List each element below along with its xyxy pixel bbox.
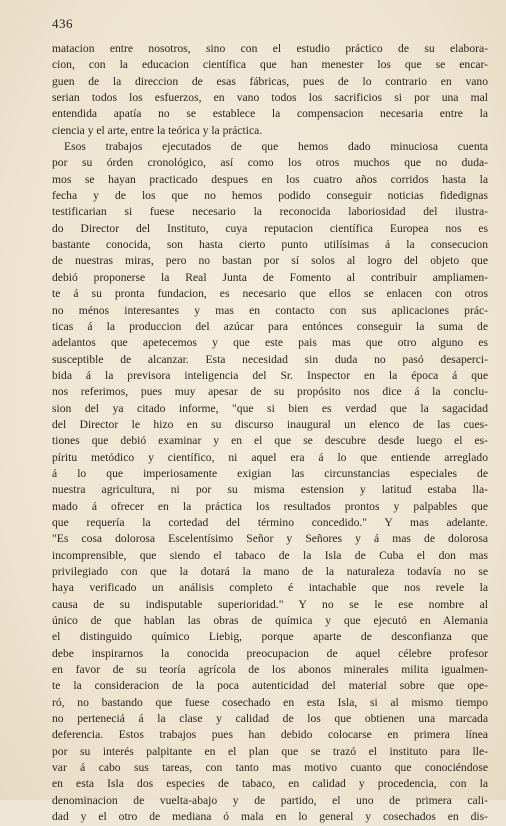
body-text: [52, 41, 488, 826]
text-line: bida á la previsora inteligencia del Sr. Inspector en la época á que: [52, 368, 488, 382]
text-line: cion, con la educacion científica que han menester los que se encar-: [52, 58, 488, 72]
text-line: que requería la cortedad del término concedido." Y mas adelante.: [52, 515, 488, 529]
text-line: en esta Isla dos especies de tabaco, en calidad y procedencia, con la: [52, 777, 488, 791]
text-line: del Director le hizo en su discurso inaugural un elenco de las cues-: [52, 417, 488, 431]
text-line: debió proponerse la Real Junta de Fomento al contribuir ampliamen-: [52, 270, 488, 284]
text-line: privilegiado con que la dotará la mano de la naturaleza todavía no se: [52, 565, 488, 578]
text-line: fecha y de los que no hemos podido conseguir noticias fidedignas: [52, 189, 488, 203]
text-line: sion del ya citado informe, "que si bien es verdad que la sagacidad: [52, 401, 488, 415]
text-line: susceptible de alcanzar. Esta necesidad sin duda no pasó desaperci-: [52, 352, 488, 366]
text-line: no ménos interesantes y mas en contacto con sus aplicaciones prác-: [52, 303, 488, 317]
text-line: serian todos los esfuerzos, en vano todos los sacrificios si por una mal: [52, 91, 488, 105]
text-line: tiones que debió examinar y en el que se descubre desde luego el es-: [52, 434, 488, 448]
text-line: ró, no bastando que fuese cosechado en esta Isla, si al mismo tiempo: [52, 695, 488, 709]
text-line: mado á ofrecer en la práctica los resultados prontos y palpables que: [52, 499, 488, 513]
text-line: Esos trabajos ejecutados de que hemos dado minuciosa cuenta: [64, 140, 488, 154]
text-line: causa de su indisputable superioridad." Y no se le ese nombre al: [52, 597, 488, 611]
text-line: matacion entre nosotros, sino con el estudio práctico de su elabora-: [52, 42, 488, 55]
text-line: único de que hablan las obras de química y que ejecutó en Alemania: [52, 614, 488, 628]
text-line: deferencia. Estos trabajos pues han debido colocarse en primera línea: [52, 728, 488, 742]
text-line: incomprensible, que siendo el tabaco de la Isla de Cuba el don mas: [52, 548, 488, 562]
text-line: guen de la direccion de esas fábricas, pues de lo contrario en vano: [52, 74, 488, 88]
text-line: á lo que imperiosamente exigian las circunstancias especiales de: [52, 466, 488, 480]
text-line: bastante conocida, son hasta cierto punto utilísimas á la consecucion: [52, 238, 488, 252]
text-line: te á su pronta fundacion, es necesario que ellos se enlacen con otros: [52, 287, 488, 301]
text-line: "Es cosa dolorosa Escelentísimo Señor y Señores y á mas de dolorosa: [52, 532, 488, 546]
text-line: nos referimos, pues muy apesar de su propósito nos dice á la conclu-: [52, 385, 488, 399]
text-line: debe inspirarnos la conocida preocupacion de aquel célebre profesor: [52, 646, 488, 660]
text-line: el distinguido químico Liebig, porque aparte de desconfianza que: [52, 630, 488, 644]
text-line: te la consideracion de la poca autenticidad del material sobre que ope-: [52, 679, 488, 693]
text-line: do Director del Instituto, cuya reputacion científica Europea nos es: [52, 221, 488, 235]
text-line: en favor de su teoría agrícola de los abonos minerales milita igualmen-: [52, 663, 488, 677]
text-line: var á cabo sus tareas, con tanto mas motivo cuanto que conociéndose: [52, 761, 488, 775]
text-line: nuestra agricultura, ni por su misma estension y latitud estaba lla-: [52, 483, 488, 497]
text-line: ciencia y el arte, entre la teórica y la práctica.: [52, 123, 263, 137]
text-line: píritu metódico y científico, ni aquel era á lo que entiende arreglado: [52, 450, 488, 464]
text-line: por su interés palpitante en el plan que se trazó el instituto para lle-: [52, 744, 488, 758]
text-line: por su órden cronológico, así como los otros muchos que no duda-: [52, 156, 488, 170]
text-line: de nuestras miras, pero no bastan por sí solos al logro del objeto que: [52, 254, 488, 268]
text-line: ticas á la produccion del azúcar para entónces conseguir la suma de: [52, 319, 488, 333]
text-line: denominacion de vuelta-abajo y de partido, el uno de primera cali-: [52, 793, 488, 807]
text-line: entendida apatía no se establece la compensacion necesaria entre la: [52, 107, 488, 121]
text-line: adelantos que apetecemos y que este pais mas que otro alguno es: [52, 336, 488, 350]
text-line: testificarian si fuese necesario la reconocida laboriosidad del ilustra-: [52, 205, 488, 219]
text-line: haya verificado un análisis completo é intachable que nos revele la: [52, 581, 488, 595]
text-line: mos se hayan practicado despues en los cuatro años corridos hasta la: [52, 172, 488, 186]
text-line: dad y el otro de mediana ó mala en lo general y cosechados en dis-: [52, 810, 488, 824]
page-number: 436: [52, 16, 73, 31]
text-line: no perteneciá á la clase y calidad de los que obtienen una marcada: [52, 712, 488, 726]
